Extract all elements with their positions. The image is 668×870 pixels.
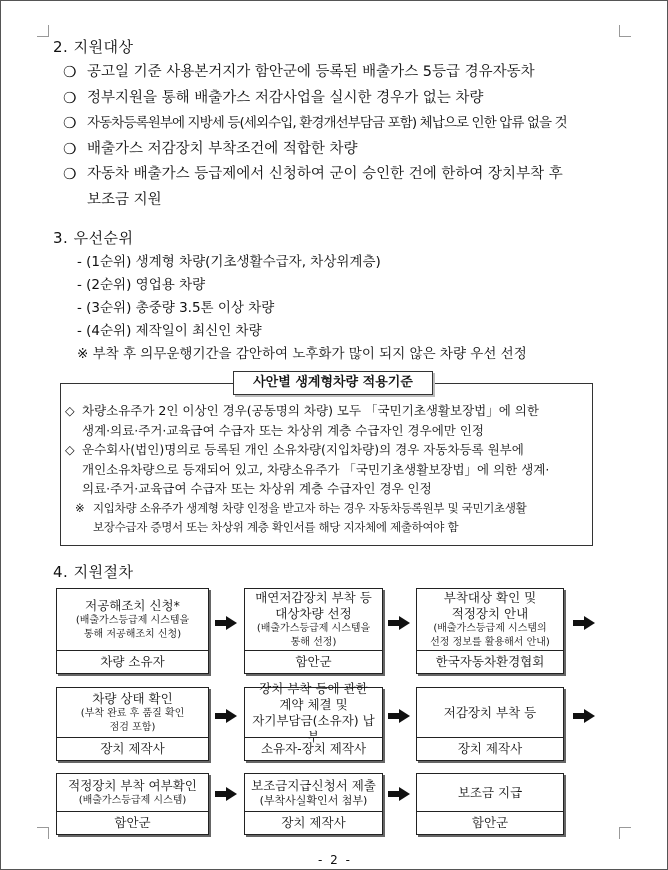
- margin-corner-mark: [37, 25, 49, 37]
- criteria-note-continuation: 보장수급자 증명서 또는 차상위 계층 확인서를 해당 지자체에 제출하여야 함: [93, 519, 459, 534]
- section-4-heading: 4. 지원절차: [53, 563, 134, 581]
- criteria-item: ◇ 차량소유주가 2인 이상인 경우(공동명의 차량) 모두 「국민기초생활보장법」에 의한: [65, 401, 588, 421]
- circle-bullet-icon: ❍: [63, 63, 77, 81]
- criteria-box: [60, 383, 593, 546]
- section-2-heading: 2. 지원대상: [53, 38, 134, 56]
- step-owner: 장치 제작사: [100, 741, 165, 756]
- list-item: ❍ 정부지원을 통해 배출가스 저감사업을 실시한 경우가 없는 차량: [63, 86, 643, 112]
- diamond-bullet-icon: ◇: [65, 403, 75, 418]
- list-item-continuation: 보조금 지원: [87, 191, 162, 208]
- reference-mark-icon: ※: [75, 500, 85, 515]
- criteria-box-title: 사안별 생계형차량 적용기준: [233, 371, 433, 395]
- step-owner: 함안군: [471, 815, 509, 830]
- priority-item: - (4순위) 제작일이 최신인 차량: [77, 323, 262, 339]
- list-item: ❍ 배출가스 저감장치 부착조건에 적합한 차량: [63, 137, 643, 163]
- priority-list: [77, 251, 637, 366]
- step-owner: 함안군: [114, 815, 151, 830]
- arrow-right-icon: [388, 709, 410, 723]
- step-owner: 장치 제작사: [281, 815, 346, 830]
- section-2-list: [63, 60, 643, 213]
- circle-bullet-icon: ❍: [63, 88, 77, 107]
- margin-corner-mark: [37, 827, 49, 839]
- list-item: ❍ 자동차 배출가스 등급제에서 신청하여 군이 승인한 건에 한하여 장치부착 후: [63, 162, 643, 188]
- process-step-1: 저공해조치 신청* (배출가스등급제 시스템을 통해 저공해조치 신청) 차량 소유자: [56, 588, 209, 674]
- process-step-3: 부착대상 확인 및 적정장치 안내 (배출가스등급제 시스템의 선정 정보를 활용해서 안내) 한국자동차환경협회: [416, 588, 564, 674]
- priority-item: - (3순위) 총중량 3.5톤 이상 차량: [77, 300, 275, 316]
- priority-item: - (1순위) 생계형 차량(기초생활수급자, 차상위계층): [77, 254, 381, 270]
- list-item: ❍ 자동차등록원부에 지방세 등(세외수입, 환경개선부담금 포함) 체납으로 인한 압류 없을 것: [63, 111, 643, 137]
- process-step-7: 적정장치 부착 여부확인 (배출가스등급제 시스템) 함안군: [56, 773, 209, 835]
- arrow-right-icon: [388, 787, 410, 801]
- arrow-right-icon: [573, 709, 595, 723]
- criteria-item-continuation: 의료·주거·교육급여 수급자 또는 차상위 계층 수급자인 경우 인정: [82, 481, 432, 496]
- process-step-5: 장치 부착 등에 관한 계약 체결 및 자기부담금(소유자) 납부 소유자-장치 제작사: [244, 687, 383, 761]
- circle-bullet-icon: ❍: [63, 165, 77, 183]
- section-3-heading: 3. 우선순위: [53, 229, 134, 247]
- process-step-8: 보조금지급신청서 제출 (부착사실확인서 첨부) 장치 제작사: [244, 773, 383, 835]
- priority-item: - (2순위) 영업용 차량: [77, 277, 206, 293]
- step-owner: 소유자-장치 제작사: [260, 741, 367, 756]
- arrow-right-icon: [573, 616, 595, 630]
- margin-corner-mark: [619, 827, 631, 839]
- step-owner: 한국자동차환경협회: [435, 654, 545, 669]
- arrow-right-icon: [215, 709, 237, 723]
- arrow-right-icon: [215, 616, 237, 630]
- process-step-9: 보조금 지급 함안군: [416, 773, 564, 835]
- circle-bullet-icon: ❍: [63, 114, 77, 132]
- step-owner: 차량 소유자: [100, 654, 165, 669]
- diamond-bullet-icon: ◇: [65, 442, 75, 457]
- process-step-6: 저감장치 부착 등 장치 제작사: [416, 687, 564, 761]
- process-step-4: 차량 상태 확인 (부착 완료 후 품질 확인 점검 포함) 장치 제작사: [56, 687, 209, 761]
- arrow-right-icon: [215, 787, 237, 801]
- margin-corner-mark: [619, 25, 631, 37]
- page-number: - 2 -: [318, 853, 352, 867]
- criteria-item: ◇ 운수회사(법인)명의로 등록된 개인 소유차량(지입차량)의 경우 자동차등록 원부에: [65, 440, 588, 460]
- priority-note: ※ 부착 후 의무운행기간을 감안하여 노후화가 많이 되지 않은 차량 우선 선정: [77, 346, 527, 362]
- list-item: ❍ 공고일 기준 사용본거지가 함안군에 등록된 배출가스 5등급 경유자동차: [63, 60, 643, 86]
- process-step-2: 매연저감장치 부착 등 대상차량 선정 (배출가스등급제 시스템을 통해 선정) 함안군: [244, 588, 383, 674]
- step-owner: 함안군: [295, 654, 332, 669]
- arrow-right-icon: [388, 616, 410, 630]
- criteria-item-continuation: 생계·의료·주거·교육급여 수급자 또는 차상위 계층 수급자인 경우에만 인정: [82, 422, 484, 438]
- criteria-note: ※ 지입차량 소유주가 생계형 차량 인정을 받고자 하는 경우 자동차등록원부 및 국민기초생활: [65, 499, 588, 518]
- criteria-item-continuation: 개인소유차량으로 등재되어 있고, 차량소유주가 「국민기초생활보장법」에 의한 생계·: [82, 461, 550, 477]
- circle-bullet-icon: ❍: [63, 139, 77, 158]
- step-owner: 장치 제작사: [457, 741, 523, 756]
